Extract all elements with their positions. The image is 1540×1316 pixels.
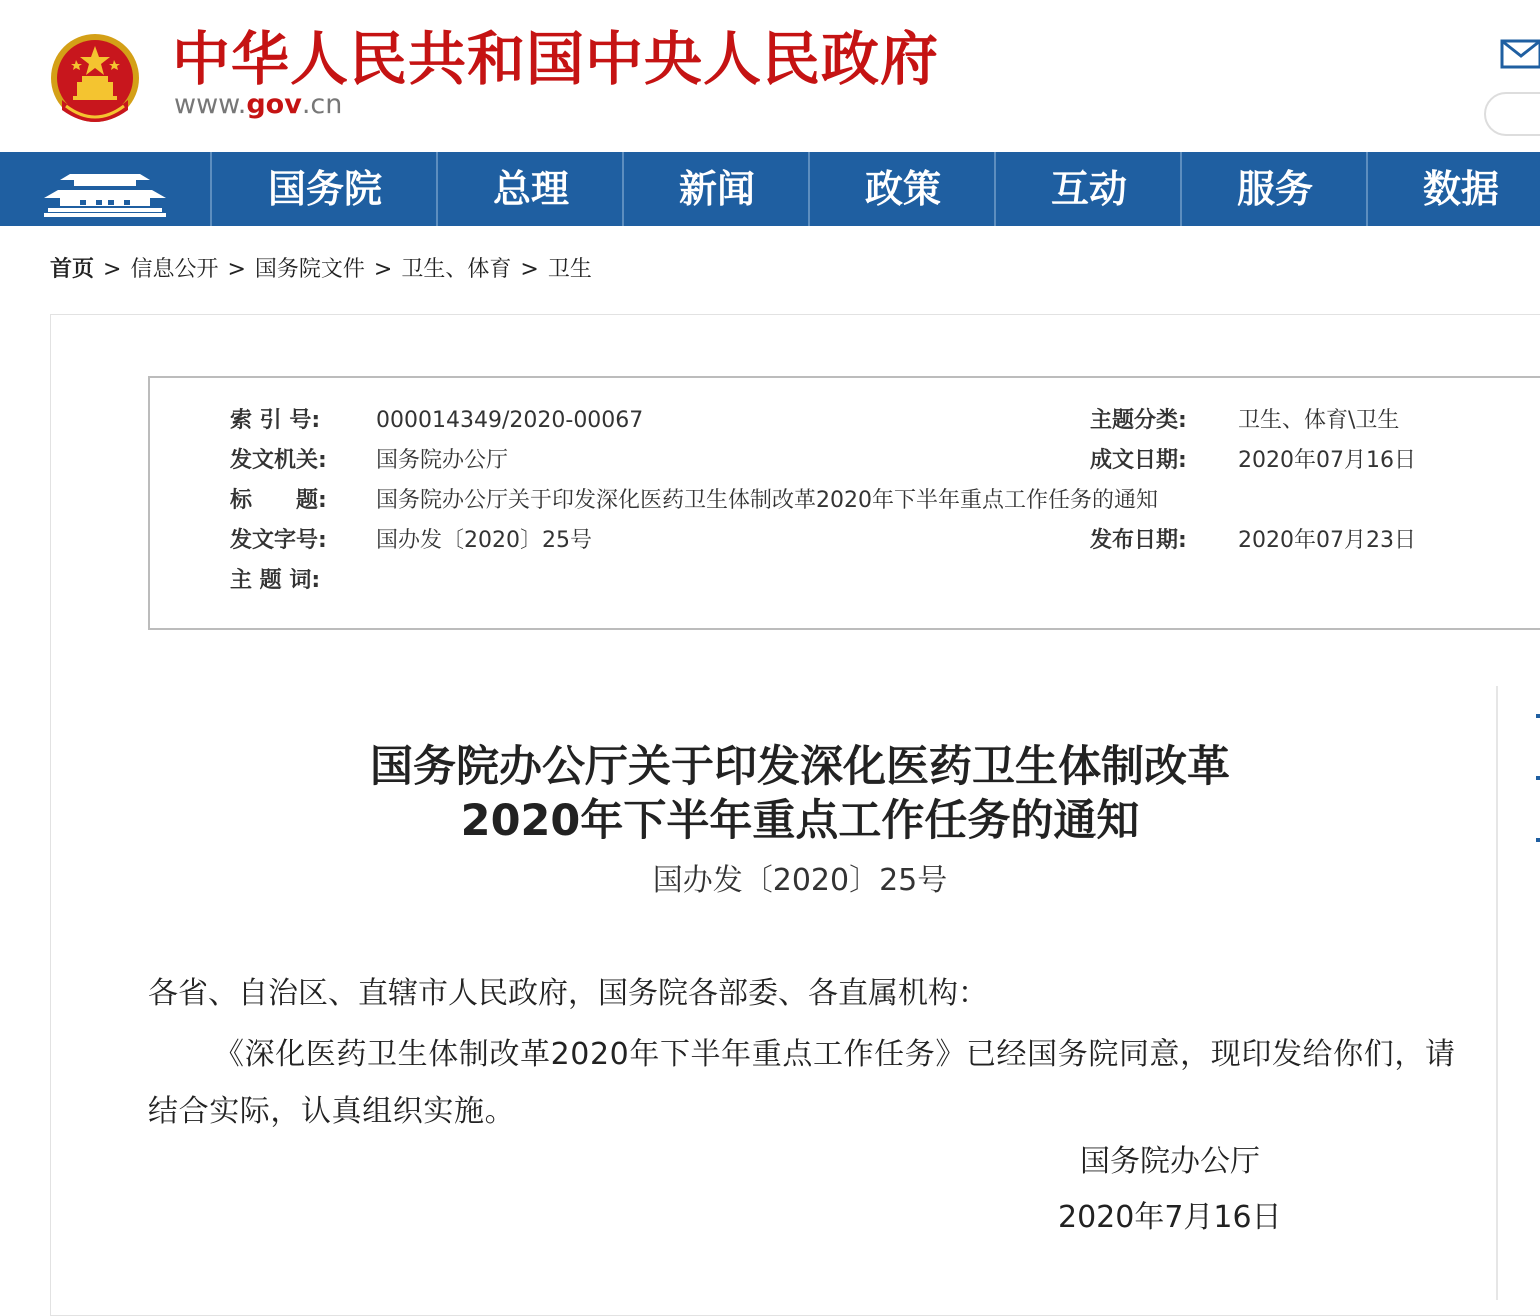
article-title-line-2: 2020年下半年重点工作任务的通知 bbox=[460, 796, 1140, 846]
written-date-label: 成文日期: bbox=[1090, 448, 1187, 473]
breadcrumb-health[interactable]: 卫生 bbox=[547, 257, 592, 282]
article-title-line-1: 国务院办公厅关于印发深化医药卫生体制改革 bbox=[370, 742, 1230, 792]
sidebar-marker bbox=[1536, 714, 1540, 718]
written-date-value: 2020年07月16日 bbox=[1238, 448, 1416, 473]
search-input[interactable] bbox=[1484, 92, 1540, 136]
title-label: 标 题: bbox=[230, 488, 327, 513]
topic-label: 主题分类: bbox=[1090, 408, 1187, 433]
issuer-value: 国务院办公厅 bbox=[376, 448, 509, 473]
title-value: 国务院办公厅关于印发深化医药卫生体制改革2020年下半年重点工作任务的通知 bbox=[376, 488, 1158, 513]
breadcrumb-info-disclosure[interactable]: 信息公开 bbox=[130, 257, 219, 282]
topic-value: 卫生、体育\卫生 bbox=[1238, 408, 1400, 433]
breadcrumb-home[interactable]: 首页 bbox=[50, 257, 95, 282]
index-no-label: 索 引 号: bbox=[230, 408, 321, 433]
article-title bbox=[220, 740, 1380, 848]
mail-icon[interactable] bbox=[1500, 38, 1540, 70]
keywords-label: 主 题 词: bbox=[230, 568, 321, 593]
nav-item-premier[interactable]: 总理 bbox=[436, 152, 624, 226]
breadcrumb-separator: > bbox=[103, 257, 122, 282]
doc-no-label: 发文字号: bbox=[230, 528, 327, 553]
breadcrumb bbox=[50, 254, 592, 286]
article-body: 《深化医药卫生体制改革2020年下半年重点工作任务》已经国务院同意，现印发给你们，请结合实际，认真组织实施。 bbox=[148, 1037, 1456, 1129]
breadcrumb-health-sports[interactable]: 卫生、体育 bbox=[401, 257, 512, 282]
article-greeting: 各省、自治区、直辖市人民政府，国务院各部委、各直属机构： bbox=[148, 976, 988, 1011]
nav-item-policy[interactable]: 政策 bbox=[808, 152, 996, 226]
article-signature: 国务院办公厅 bbox=[1080, 1144, 1260, 1179]
breadcrumb-state-council-docs[interactable]: 国务院文件 bbox=[254, 257, 365, 282]
tiananmen-icon[interactable] bbox=[0, 152, 210, 226]
url-brand: gov bbox=[246, 89, 302, 120]
nav-item-state-council[interactable]: 国务院 bbox=[210, 152, 438, 226]
nav-item-data[interactable]: 数据 bbox=[1366, 152, 1540, 226]
index-no-value: 000014349/2020-00067 bbox=[376, 408, 644, 433]
nav-item-news[interactable]: 新闻 bbox=[622, 152, 810, 226]
sidebar-marker bbox=[1536, 838, 1540, 842]
nav-item-services[interactable]: 服务 bbox=[1180, 152, 1368, 226]
sidebar-divider bbox=[1496, 686, 1498, 1300]
doc-no-value: 国办发〔2020〕25号 bbox=[376, 528, 592, 553]
site-title[interactable]: 中华人民共和国中央人民政府 bbox=[172, 25, 940, 93]
article-doc-number: 国办发〔2020〕25号 bbox=[652, 863, 948, 898]
main-nav bbox=[0, 152, 1540, 226]
issuer-label: 发文机关: bbox=[230, 448, 327, 473]
breadcrumb-separator: > bbox=[373, 257, 393, 282]
site-url[interactable] bbox=[174, 88, 342, 122]
breadcrumb-separator: > bbox=[520, 257, 539, 282]
sidebar-marker bbox=[1536, 776, 1540, 780]
publish-date-value: 2020年07月23日 bbox=[1238, 528, 1416, 553]
site-header bbox=[0, 10, 1540, 152]
breadcrumb-separator: > bbox=[227, 257, 246, 282]
national-emblem-icon[interactable] bbox=[48, 30, 142, 130]
url-prefix: www. bbox=[174, 89, 247, 120]
nav-item-interaction[interactable]: 互动 bbox=[994, 152, 1182, 226]
publish-date-label: 发布日期: bbox=[1090, 528, 1187, 553]
url-suffix: .cn bbox=[301, 89, 343, 120]
document-info-table bbox=[148, 376, 1540, 630]
article-date: 2020年7月16日 bbox=[1058, 1200, 1282, 1235]
